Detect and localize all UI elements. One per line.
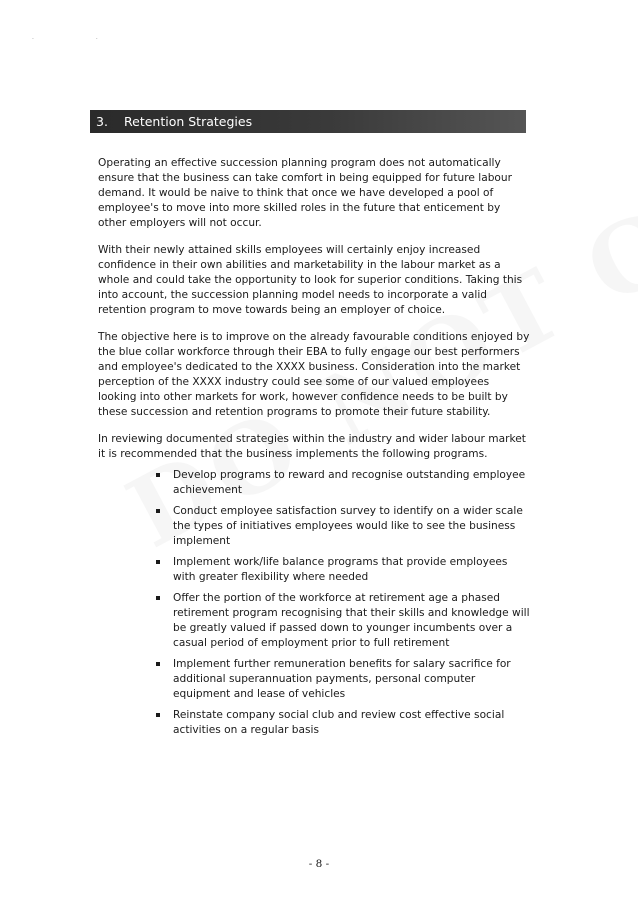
bullet-icon	[156, 662, 160, 666]
paragraph: In reviewing documented strategies within the industry and wider labour market it is recommended that the business implements the following programs.	[98, 433, 526, 460]
bullet-icon	[156, 713, 160, 717]
list-item	[156, 555, 530, 585]
list-item-text: Develop programs to reward and recognise outstanding employee achievement	[173, 469, 526, 496]
list-item-text: Reinstate company social club and review cost effective social activities on a regular basis	[173, 709, 505, 736]
list-item	[156, 504, 530, 549]
section-heading	[90, 110, 526, 133]
page-number: - 8 -	[308, 858, 330, 870]
section-number: 3.	[96, 114, 108, 129]
list-item	[156, 468, 530, 498]
body-text	[98, 156, 530, 744]
list-item	[156, 591, 530, 651]
bullet-icon	[156, 473, 160, 477]
paragraph: Operating an effective succession planning program does not automatically ensure that the business can take comfort in being equipped for future labour demand. It would be naive to think that once we have developed a pool of employee's to move into more skilled roles in the future that enticement by other employers will not occur.	[98, 157, 512, 229]
list-item	[156, 657, 530, 702]
list-item-text: Offer the portion of the workforce at retirement age a phased retirement program recognising that their skills and knowledge will be greatly valued if passed down to younger incumbents over a casual period of employment prior to full retirement	[173, 592, 530, 649]
paragraph: With their newly attained skills employees will certainly enjoy increased confidence in their own abilities and marketability in the labour market as a whole and could take the opportunity to look for superior conditions. Taking this into account, the succession planning model needs to incorporate a valid retention program to move towards being an employer of choice.	[98, 244, 523, 316]
bullet-list	[98, 468, 530, 738]
paragraph: The objective here is to improve on the already favourable conditions enjoyed by the blue collar workforce through their EBA to fully engage our best performers and employee's dedicated to the XXXX business. Consideration into the market perception of the XXXX industry could see some of our valued employees looking into other markets for work, however confidence needs to be built by these succession and retention programs to promote their future stability.	[98, 331, 530, 418]
bullet-icon	[156, 560, 160, 564]
list-item	[156, 708, 530, 738]
list-item-text: Implement further remuneration benefits for salary sacrifice for additional superannuation payments, personal computer equipment and lease of vehicles	[173, 658, 511, 700]
scan-artifact: · ·	[32, 36, 128, 43]
list-item-text: Conduct employee satisfaction survey to identify on a wider scale the types of initiatives employees would like to see the business implement	[173, 505, 523, 547]
bullet-icon	[156, 509, 160, 513]
bullet-icon	[156, 596, 160, 600]
list-item-text: Implement work/life balance programs that provide employees with greater flexibility where needed	[173, 556, 508, 583]
section-title: Retention Strategies	[124, 114, 253, 129]
